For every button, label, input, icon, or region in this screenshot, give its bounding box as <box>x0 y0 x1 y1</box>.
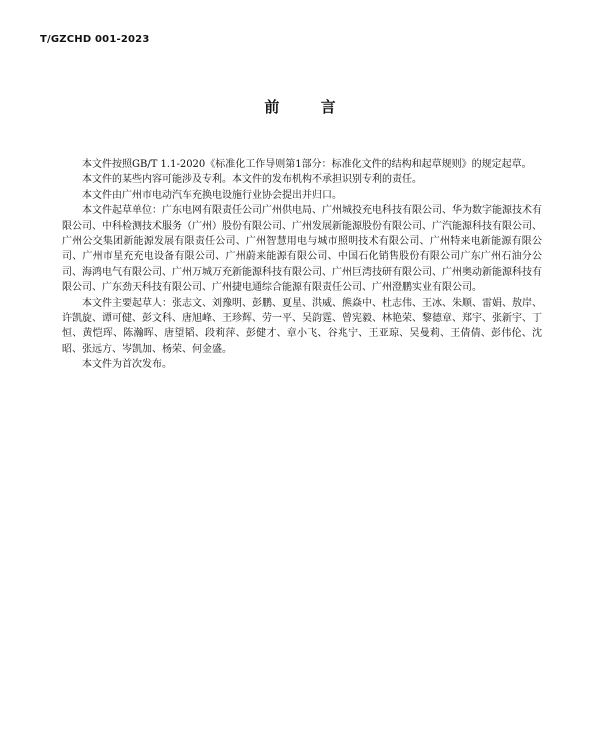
paragraph-drafters: 本文件主要起草人：张志文、刘豫明、彭鹏、夏星、洪威、熊焱中、杜志伟、王冰、朱顺、雷娟、敖岸、许凯旋、谭可健、彭文科、唐旭峰、王珍辉、劳一平、吴韵霆、曾宪毅、林艳荣、黎德章、郑宇、张新宇、丁恒、黄恺珲、陈瀚晖、唐望韬、段莉萍、彭健才、章小飞、谷兆宁、王亚琼、吴曼莉、王倩倩、彭伟伦、沈昭、张远方、岑凯加、杨荣、何金盛。 <box>62 297 542 355</box>
paragraph-drafting-units: 本文件起草单位：广东电网有限责任公司广州供电局、广州城投充电科技有限公司、华为数字能源技术有限公司、中科检测技术服务（广州）股份有限公司、广州发展新能源股份有限公司、广汽能源科技有限公司、广州公交集团新能源发展有限责任公司、广州智慧用电与城市照明技术有限公司、广州特来电新能源有限公司、广州市星充充电设备有限公司、广州蔚来能源有限公司、中国石化销售股份有限公司广东广州石油分公司、海鸿电气有限公司、广州万城万充新能源科技有限公司、广州巨湾技研有限公司、广州奥动新能源科技有限公司、广东劲天科技有限公司、广州捷电通综合能源有限责任公司、广州澄鹏实业有限公司。 <box>62 205 542 294</box>
paragraph-patent-notice: 本文件的某些内容可能涉及专利。本文件的发布机构不承担识别专利的责任。 <box>82 174 422 186</box>
paragraph-standard-reference: 本文件按照GB/T 1.1-2020《标准化工作导则第1部分：标准化文件的结构和起草规则》的规定起草。 <box>82 159 532 170</box>
paragraph-proposer: 本文件由广州市电动汽车充换电设施行业协会提出并归口。 <box>82 189 342 201</box>
document-code: T/GZCHD 001-2023 <box>40 34 150 45</box>
foreword-body <box>62 157 542 373</box>
paragraph-first-release: 本文件为首次发布。 <box>82 359 172 371</box>
page-title: 前 言 <box>264 98 354 116</box>
